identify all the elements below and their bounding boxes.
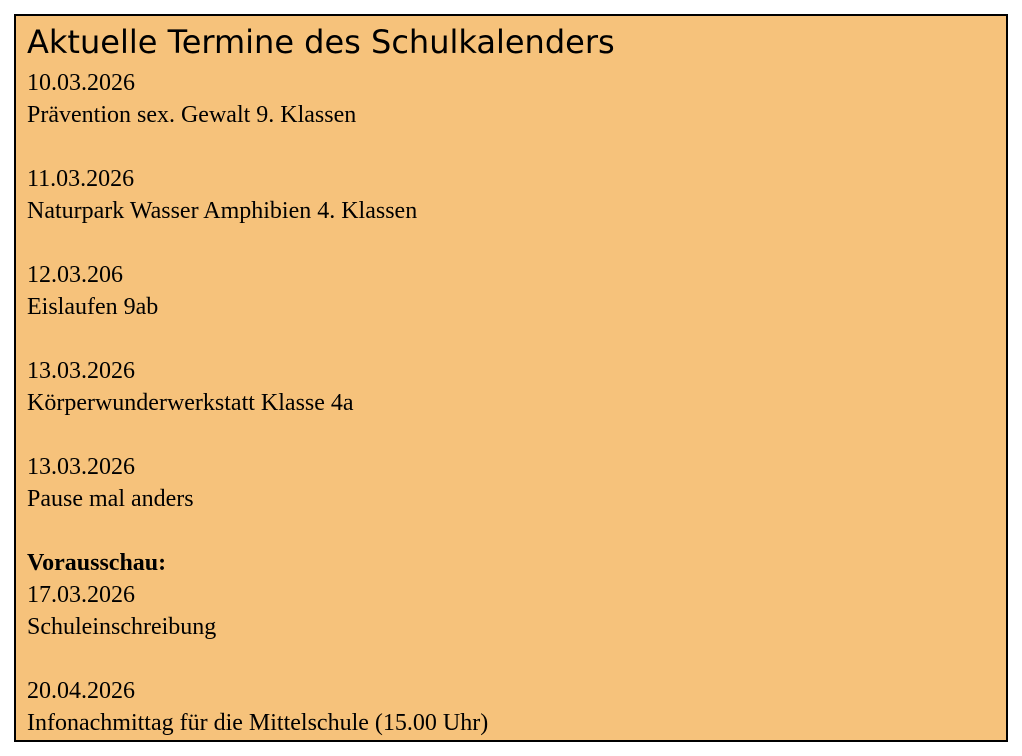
event-separator [27,227,488,259]
event-description: Schuleinschreibung [27,614,217,640]
event-entry [27,451,488,515]
event-description: Prävention sex. Gewalt 9. Klassen [27,102,357,128]
event-description: Naturpark Wasser Amphibien 4. Klassen [27,198,418,224]
event-separator [27,419,488,451]
event-date: 12.03.206 [27,262,123,288]
event-separator [27,515,488,547]
event-date: 11.03.2026 [27,166,135,192]
event-description: Eislaufen 9ab [27,294,159,320]
event-entry [27,163,488,227]
event-description: Körperwunderwerkstatt Klasse 4a [27,390,354,416]
event-date: 10.03.2026 [27,70,135,96]
event-description: Infonachmittag für die Mittelschule (15.00 Uhr) [27,710,489,736]
event-date: 13.03.2026 [27,454,135,480]
event-date: 20.04.2026 [27,678,135,704]
event-description: Pause mal anders [27,486,194,512]
event-separator [27,323,488,355]
preview-heading: Vorausschau: [27,550,167,576]
calendar-title: Aktuelle Termine des Schulkalenders [27,23,615,61]
event-entry [27,259,488,323]
event-separator [27,643,488,675]
school-calendar-panel [14,14,1008,742]
event-entry [27,67,488,131]
event-separator [27,131,488,163]
events-list [27,67,488,739]
event-entry [27,355,488,419]
preview-event-entry [27,579,488,643]
preview-event-entry [27,675,488,739]
event-date: 13.03.2026 [27,358,135,384]
event-date: 17.03.2026 [27,582,135,608]
